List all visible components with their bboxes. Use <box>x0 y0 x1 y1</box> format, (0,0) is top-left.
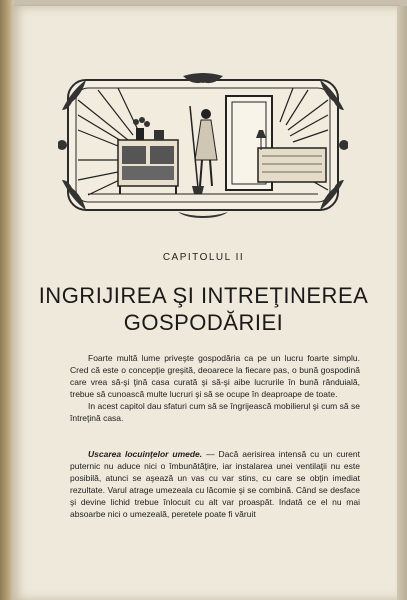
section-text <box>70 448 360 520</box>
section-body: — Dacă aerisirea intensă cu un curent puternic nu aduce nici o îmbunătăţire, iar instalarea unei ventilaţii nu este posibilă, atunci se aşează un vas cu var stins, cu care se obţin imediat rezultate. Varul atrage umezeala cu lăcomie şi se combină. Când se desface şi devine lichid trebue înlocuit cu alt var proaspăt. Indată ce el nu mai absoarbe nici o umezeală, peretele poate fi văruit <box>70 449 361 519</box>
intro-paragraph-2: In acest capitol dau sfaturi cum să se îngrijească mobilierul şi cum să se întreţină casa. <box>70 401 360 423</box>
chapter-title-line-2: GOSPODĂRIEI <box>123 310 284 335</box>
section-heading: Uscarea locuinţelor umede. <box>88 449 203 459</box>
section-paragraph <box>70 448 360 520</box>
chapter-title-line-1: INGRIJIREA ŞI INTREŢINEREA <box>38 283 369 308</box>
chapter-illustration <box>58 70 348 220</box>
chapter-label: CAPITOLUL II <box>162 252 245 263</box>
intro-text <box>70 352 360 424</box>
intro-paragraph-1: Foarte multă lume priveşte gospodăria ca pe un lucru foarte simplu. Cred că este o concepţie greşită, deoarece la fiecare pas, o bună gospodină care vrea să-şi ţină casa curată şi să-şi aibe lucrurile în bună rânduială, trebue să cunoască multe lucruri şi să se ocupe în deaproape de toate. <box>70 353 360 399</box>
